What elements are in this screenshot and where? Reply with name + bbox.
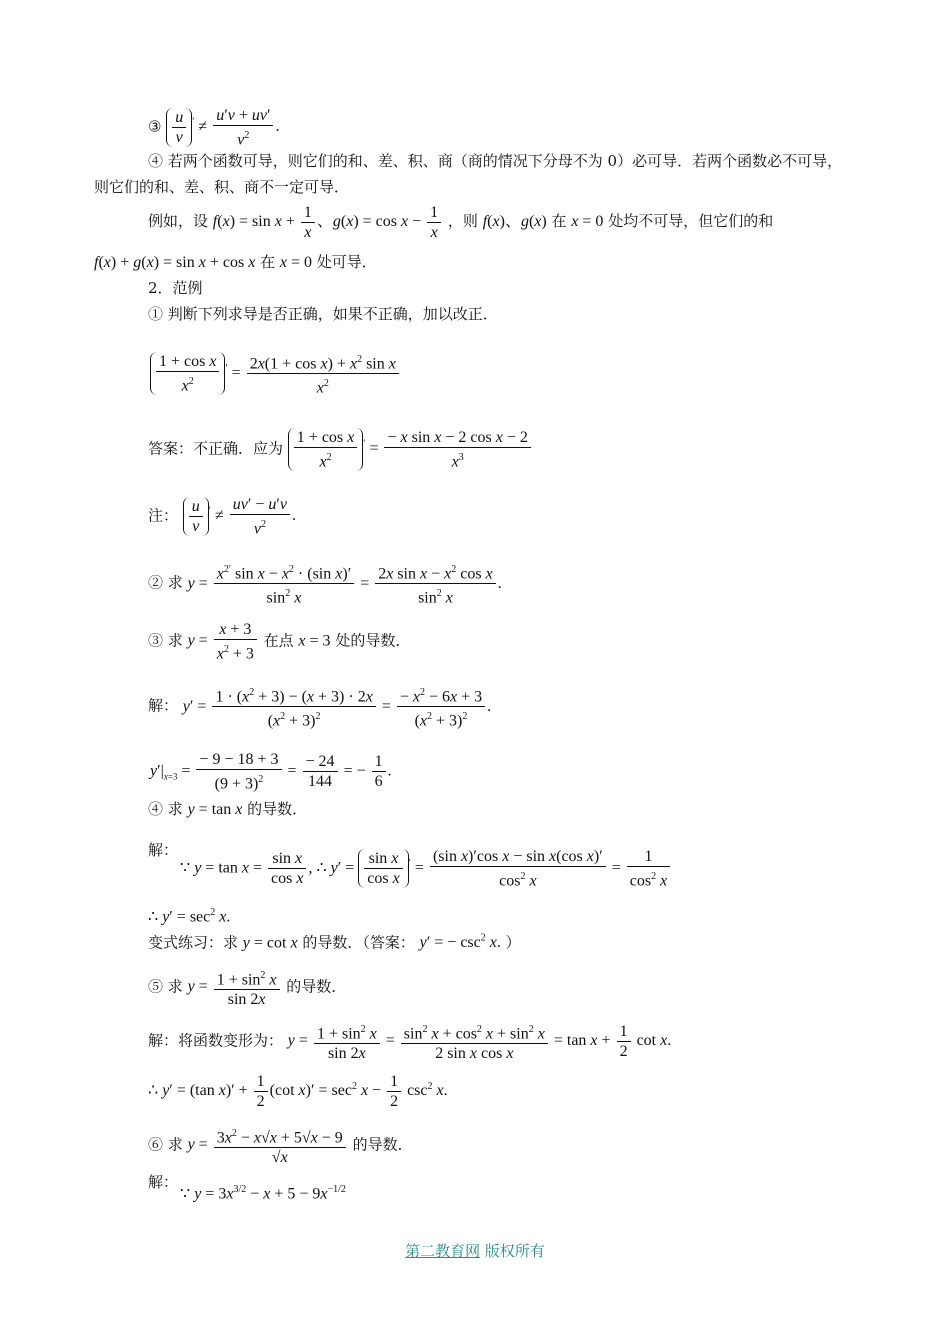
example-6 bbox=[148, 1124, 413, 1167]
example-line-1 bbox=[148, 203, 773, 242]
example-5-solution-label: 解：将函数变形为： bbox=[148, 1031, 284, 1050]
example-5-label: ⑤ 求 bbox=[148, 977, 183, 996]
example-2-formula: y = $\frac{x^{2'} \sin x - x^2 \cdot (\sin x)'}{\sin^2 x}$ = $\frac{2x \sin x - x^2 \cos x}{\sin^2 x}$ . bbox=[188, 575, 502, 592]
footer-site-link[interactable]: 第二教育网 bbox=[405, 1242, 481, 1260]
example-6-tail: 的导数． bbox=[352, 1135, 413, 1154]
answer-label: 答案：不正确．应为 bbox=[148, 439, 284, 458]
example-1-formula: $\frac{\text{1 + cos x}}{x^2}$ ′ = $\frac{2x(1 + \cos x) + x^2 \sin x}{x^2}$ bbox=[150, 350, 401, 398]
example-3-mid: 在点 bbox=[263, 631, 294, 650]
variant-formula: y = cot x bbox=[242, 934, 298, 952]
example-2-label: ② 求 bbox=[148, 573, 183, 592]
example-3-label: ③ 求 bbox=[148, 631, 183, 650]
section-2-title: 2．范例 bbox=[148, 279, 203, 297]
example-sum: f(x) + g(x) = sin x + cos x bbox=[94, 254, 256, 271]
solution-label-3: 解： bbox=[148, 696, 179, 715]
variant-answer: y′ = − $\csc^2 x$. bbox=[419, 933, 501, 952]
example-6-solution-formula: ∵ $y = 3x^{3/2} - x + 5 - 9x^{-1/2}$ bbox=[180, 1184, 346, 1203]
variant-end: ） bbox=[505, 933, 521, 952]
example-line-2 bbox=[94, 252, 377, 273]
example-4 bbox=[148, 799, 307, 820]
example-5-formula: y = $\frac{1 + \sin^2 x}{\sin 2x}$ bbox=[188, 978, 282, 995]
example-3 bbox=[148, 620, 410, 663]
example-f-def: f(x) = sin x + $\frac{1}{x}$ 、g(x) = cos x − $\frac{1}{x}$ bbox=[213, 213, 443, 230]
example-6-solution-label: 解： bbox=[148, 1173, 179, 1191]
example-3-formula: y = $\frac{x + 3}{x^2 + 3}$ bbox=[188, 632, 259, 649]
example-6-formula: y = $\frac{3x^2 - x√x + 5√x - 9}{√x}$ bbox=[188, 1136, 348, 1153]
example-5 bbox=[148, 966, 346, 1009]
example-2 bbox=[148, 560, 502, 608]
example-3-solution bbox=[148, 683, 491, 731]
note-label: 注： bbox=[148, 506, 179, 525]
footer-rights: 版权所有 bbox=[480, 1242, 545, 1260]
example-5-tail: 的导数． bbox=[286, 977, 347, 996]
rule-4-line-2: 则它们的和、差、积、商不一定可导． bbox=[94, 178, 350, 196]
example-line2-x0: x = 0 bbox=[279, 254, 313, 271]
variant-exercise bbox=[148, 929, 521, 953]
example-3-point: x = 3 bbox=[298, 632, 331, 650]
variant-label: 变式练习：求 bbox=[148, 933, 239, 952]
answer-formula: $\frac{\text{1 + cos x}}{x^2}$ ′ = $\frac{\text{− x sin x − 2 cos x − 2}}{x^3}$ bbox=[288, 440, 533, 457]
footer bbox=[0, 1240, 950, 1261]
example-5-solution-formula: y = $\frac{1 + \sin^2 x}{\sin 2x}$ = $\frac{\sin^2 x + \cos^2 x + \sin^2 x}{\text{2 sin x cos x}}$ = tan x + $\frac{1}{2}$ cot x. bbox=[288, 1032, 671, 1049]
example-3-solution-formula: y′ = $\frac{1 \cdot (x^2 + 3) - (x + 3) \cdot 2x}{(x^2 + 3)^2}$ = $\frac{- x^2 - 6x + 3}{(x^2 + 3)^2}$ . bbox=[183, 698, 491, 715]
rule-4-line-1: ④ 若两个函数可导，则它们的和、差、积、商（商的情况下分母不为 0）必可导．若两个函数必不可导， bbox=[148, 152, 843, 170]
example-line2-mid: 在 bbox=[260, 253, 276, 271]
example-4-tail: 的导数． bbox=[247, 800, 308, 818]
example-x0: x = 0 bbox=[571, 213, 604, 231]
rule-3-formula: $\frac{u}{v}$ ′ ≠ $\frac{u'v + uv'}{v^2}$ . bbox=[166, 118, 279, 135]
example-4-solution-label: 解： bbox=[148, 841, 179, 859]
example-tail: 处均不可导，但它们的和 bbox=[608, 212, 774, 231]
example-4-formula: y = tan x bbox=[187, 801, 243, 818]
variant-mid: 的导数．（答案： bbox=[302, 933, 415, 952]
example-5-solution bbox=[148, 1020, 671, 1063]
example-mid2: 在 bbox=[551, 212, 567, 231]
example-4-label: ④ 求 bbox=[148, 800, 183, 818]
example-3-tail: 处的导数． bbox=[335, 631, 411, 650]
example-fg: f(x)、g(x) bbox=[482, 213, 547, 231]
example-1-answer bbox=[148, 428, 533, 471]
example-5-result: ∴ y′ = (tan x)′ + $\frac{1}{2}$ (cot $x)' = \sec^2 x$ − $\frac{1}{2}$ $\csc^2 x$. bbox=[148, 1073, 448, 1110]
rule-3-label: ③ bbox=[148, 117, 162, 136]
example-4-result: ∴ $y' = \sec^2 x$. bbox=[148, 907, 231, 926]
example-line2-tail: 处可导． bbox=[316, 253, 377, 271]
note-line bbox=[148, 495, 296, 538]
example-4-solution-formula: ∵ y = tan x = $\frac{\text{sin x}}{\text{cos x}}$ , ∴ y′ = $\frac{\text{sin x}}{\text{cos x}}$ ′ = $\frac{\text{(sin x)′cos x − sin x(cos x)′}}{\cos^2 x}$ = $\frac{1}{\cos^2 x}$ bbox=[180, 847, 672, 890]
example-1-prompt: ① 判断下列求导是否正确，如果不正确，加以改正． bbox=[148, 305, 498, 323]
example-prefix: 例如，设 bbox=[148, 212, 209, 231]
example-3-value: $y'|_{x=3}$ = $\frac{- 9 - 18 + 3}{(9 + 3)^2}$ = $\frac{- 24}{144}$ = − $\frac{1}{6}$ . bbox=[150, 751, 392, 793]
example-6-label: ⑥ 求 bbox=[148, 1135, 183, 1154]
rule-3 bbox=[148, 106, 279, 149]
example-mid: ，则 bbox=[447, 212, 478, 231]
note-formula: $\frac{u}{v}$ ′ ≠ $\frac{uv' - u'v}{v^2}$ . bbox=[183, 507, 296, 524]
